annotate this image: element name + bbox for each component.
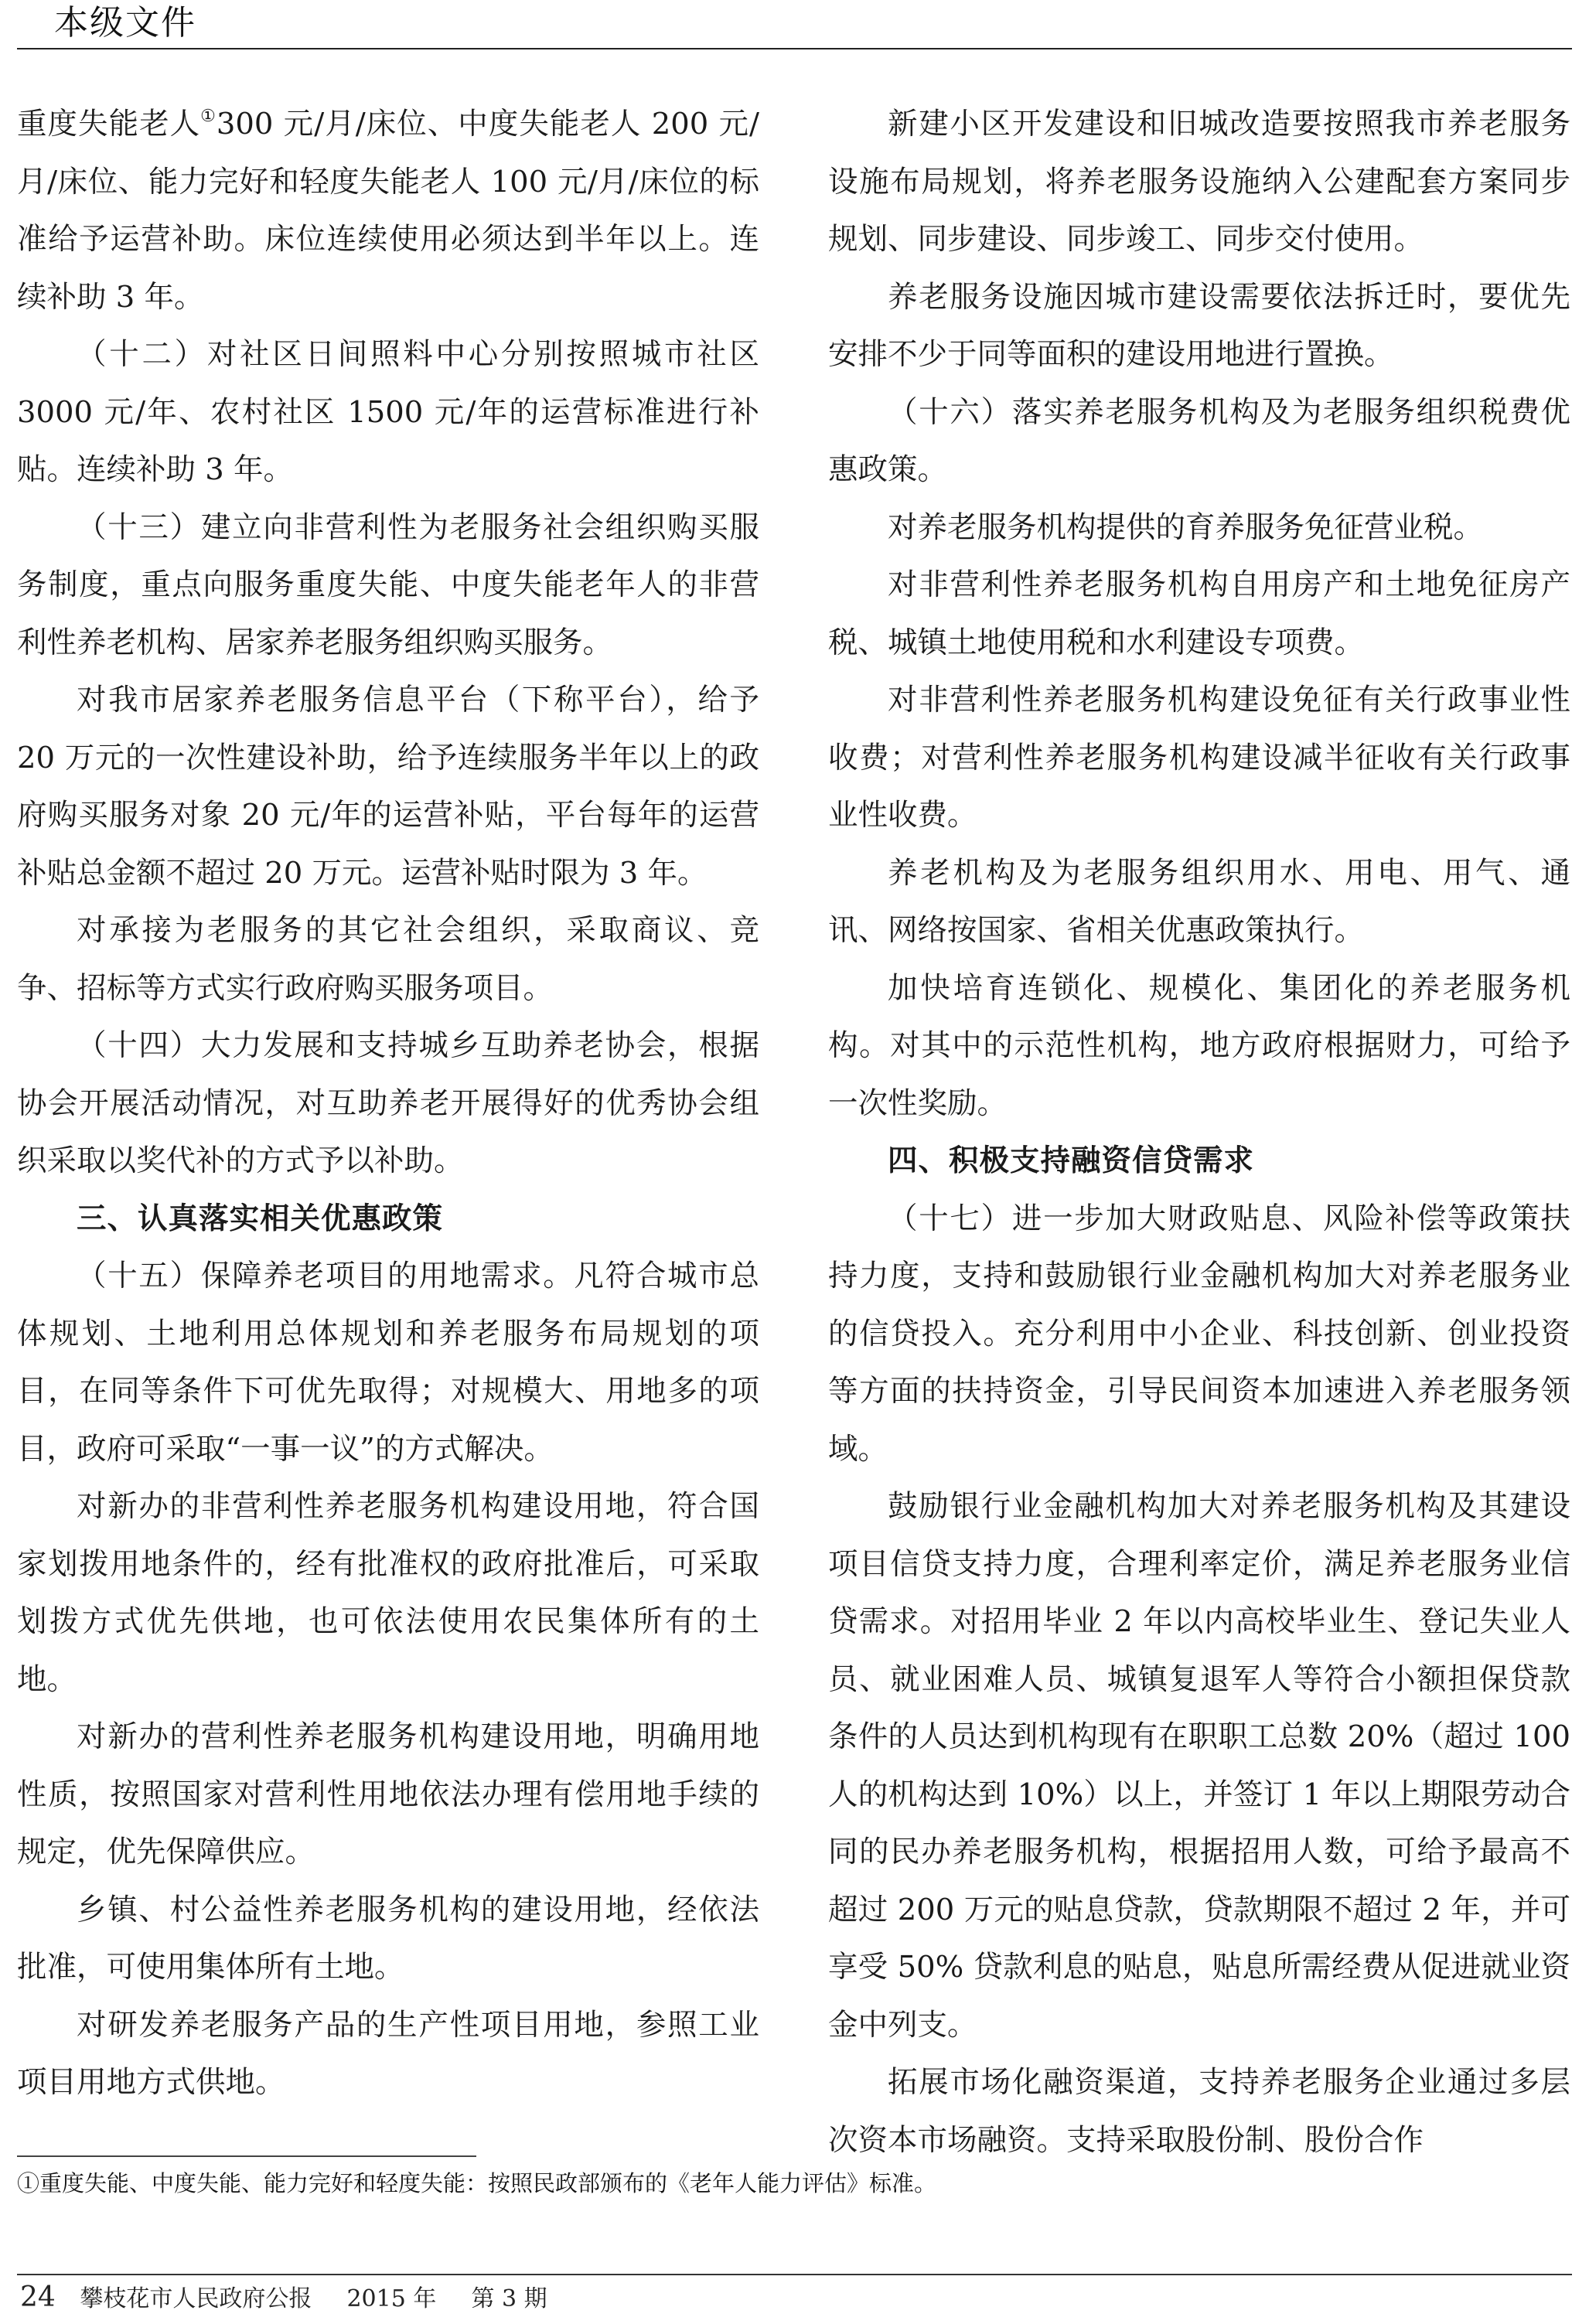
publication-name: 攀枝花市人民政府公报	[80, 2285, 312, 2312]
paragraph-text: 300 元/月/床位、中度失能老人 200 元/月/床位、能力完好和轻度失能老人 100 元/月/床位的标准给予运营补助。床位连续使用必须达到半年以上。连续补助 3 年。	[17, 107, 759, 315]
issue-number: 第 3 期	[471, 2285, 547, 2312]
paragraph: （十四）大力发展和支持城乡互助养老协会，根据协会开展活动情况，对互助养老开展得好的优秀协会组织采取以奖代补的方式予以补助。	[17, 1028, 759, 1178]
paragraph: 乡镇、村公益性养老服务机构的建设用地，经依法批准，可使用集体所有土地。	[17, 1892, 759, 1985]
paragraph: （十五）保障养老项目的用地需求。凡符合城市总体规划、土地利用总体规划和养老服务布局规划的项目，在同等条件下可优先取得；对规模大、用地多的项目，政府可采取“一事一议”的方式解决。	[17, 1259, 759, 1467]
paragraph: 加快培育连锁化、规模化、集团化的养老服务机构。对其中的示范性机构，地方政府根据财力，可给予一次性奖励。	[828, 970, 1570, 1121]
page-footer	[20, 2281, 793, 2316]
paragraph	[17, 96, 759, 326]
footnote: ①重度失能、中度失能、能力完好和轻度失能：按照民政部颁布的《老年人能力评估》标准。	[17, 2170, 937, 2196]
paragraph: 对新办的非营利性养老服务机构建设用地，符合国家划拨用地条件的，经有批准权的政府批准后，可采取划拨方式优先供地，也可依法使用农民集体所有的土地。	[17, 1489, 759, 1697]
paragraph: 对非营利性养老服务机构自用房产和土地免征房产税、城镇土地使用税和水利建设专项费。	[828, 567, 1570, 660]
footer-rule	[17, 2274, 1572, 2275]
paragraph: 对承接为老服务的其它社会组织，采取商议、竞争、招标等方式实行政府购买服务项目。	[17, 913, 759, 1006]
paragraph: 对非营利性养老服务机构建设免征有关行政事业性收费；对营利性养老服务机构建设减半征收有关行政事业性收费。	[828, 683, 1570, 833]
paragraph: 对研发养老服务产品的生产性项目用地，参照工业项目用地方式供地。	[17, 2007, 759, 2100]
paragraph: 拓展市场化融资渠道，支持养老服务企业通过多层次资本市场融资。支持采取股份制、股份合作	[828, 2065, 1570, 2158]
paragraph: 对养老服务机构提供的育养服务免征营业税。	[888, 509, 1484, 545]
right-column	[828, 96, 1570, 2169]
paragraph-text: 重度失能老人	[17, 107, 201, 141]
section-heading: 三、认真落实相关优惠政策	[77, 1201, 444, 1236]
footnote-rule	[17, 2155, 476, 2157]
left-column	[17, 96, 759, 2112]
section-title: 本级文件	[54, 3, 196, 43]
paragraph: 养老服务设施因城市建设需要依法拆迁时，要优先安排不少于同等面积的建设用地进行置换。	[828, 279, 1570, 372]
paragraph: 对我市居家养老服务信息平台（下称平台），给予 20 万元的一次性建设补助，给予连续服务半年以上的政府购买服务对象 20 元/年的运营补贴，平台每年的运营补贴总金额不超过 20 万元。运营补贴时限为 3 年。	[17, 683, 759, 891]
page-number: 24	[20, 2281, 56, 2313]
section-heading: 四、积极支持融资信贷需求	[888, 1143, 1255, 1178]
footnote-marker: ①	[200, 107, 217, 126]
paragraph: 养老机构及为老服务组织用水、用电、用气、通讯、网络按国家、省相关优惠政策执行。	[828, 855, 1570, 948]
header-rule	[17, 48, 1572, 49]
publication-year: 2015 年	[346, 2285, 437, 2312]
paragraph: 对新办的营利性养老服务机构建设用地，明确用地性质，按照国家对营利性用地依法办理有偿用地手续的规定，优先保障供应。	[17, 1719, 759, 1869]
paragraph: （十二）对社区日间照料中心分别按照城市社区 3000 元/年、农村社区 1500 元/年的运营标准进行补贴。连续补助 3 年。	[17, 337, 759, 487]
paragraph: 新建小区开发建设和旧城改造要按照我市养老服务设施布局规划，将养老服务设施纳入公建配套方案同步规划、同步建设、同步竣工、同步交付使用。	[828, 107, 1570, 257]
paragraph: （十七）进一步加大财政贴息、风险补偿等政策扶持力度，支持和鼓励银行业金融机构加大对养老服务业的信贷投入。充分利用中小企业、科技创新、创业投资等方面的扶持资金，引导民间资本加速进入养老服务领域。	[828, 1201, 1570, 1467]
paragraph: （十三）建立向非营利性为老服务社会组织购买服务制度，重点向服务重度失能、中度失能老年人的非营利性养老机构、居家养老服务组织购买服务。	[17, 509, 759, 660]
paragraph: 鼓励银行业金融机构加大对养老服务机构及其建设项目信贷支持力度，合理利率定价，满足养老服务业信贷需求。对招用毕业 2 年以内高校毕业生、登记失业人员、就业困难人员、城镇复退军人等符合小额担保贷款条件的人员达到机构现有在职职工总数 20%（超过 100 人的机构达到 10%）以上，并签订 1 年以上期限劳动合同的民办养老服务机构，根据招用人数，可给予最高不超过 200 万元的贴息贷款，贷款期限不超过 2 年，并可享受 50% 贷款利息的贴息，贴息所需经费从促进就业资金中列支。	[828, 1489, 1570, 2043]
paragraph: （十六）落实养老服务机构及为老服务组织税费优惠政策。	[828, 394, 1570, 487]
